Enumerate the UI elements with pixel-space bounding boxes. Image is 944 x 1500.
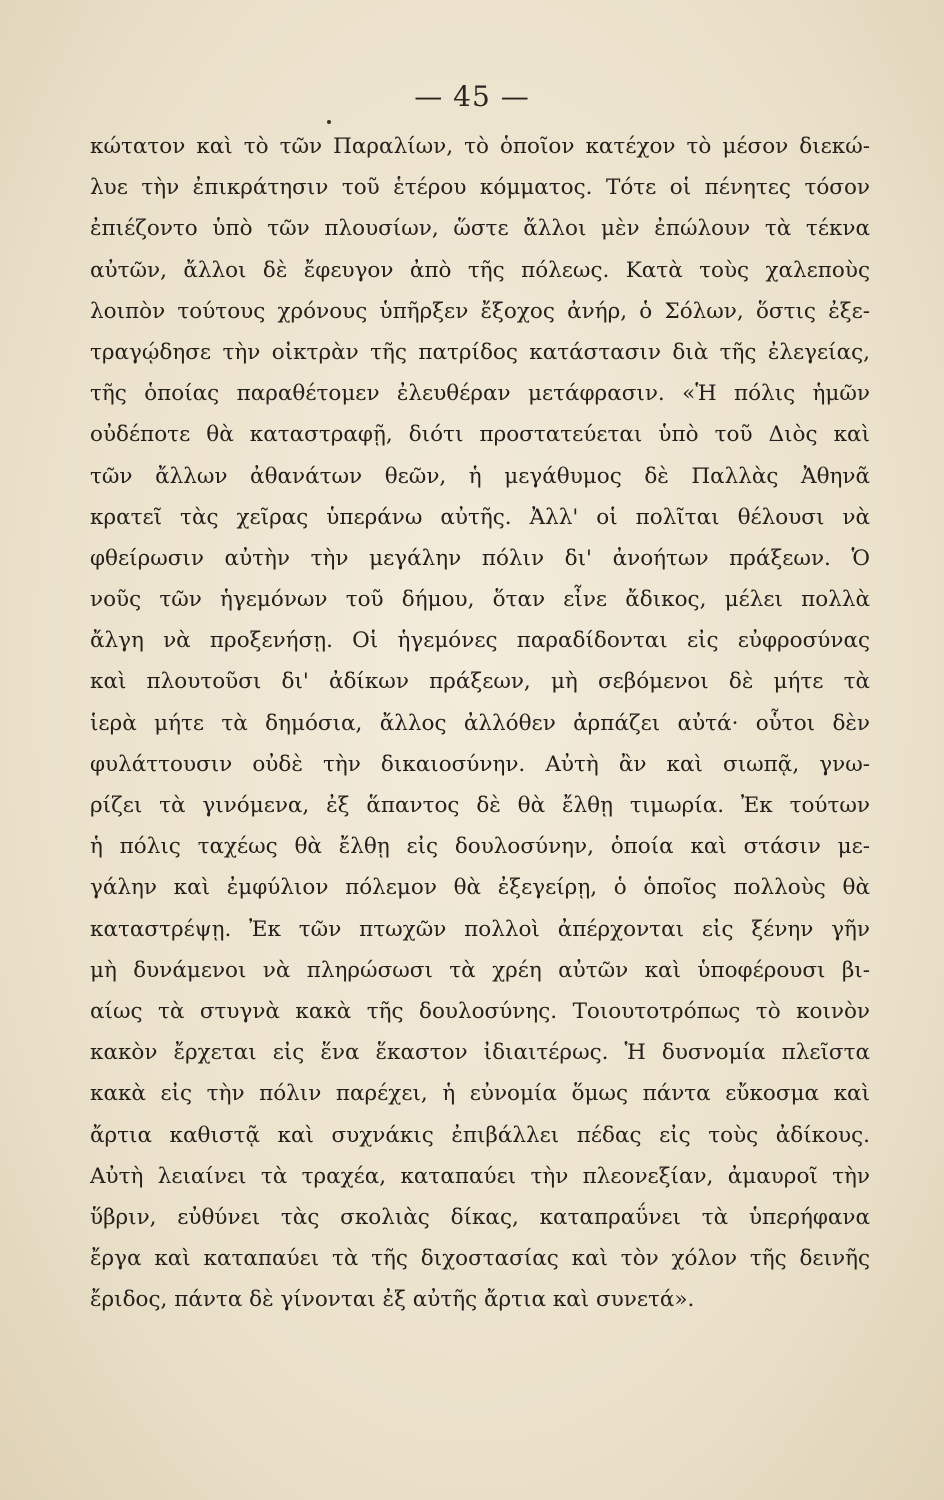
text-line: κακὰ εἰς τὴν πόλιν παρέχει, ἡ εὐνομία ὅμως πάντα εὔκοσμα καὶ <box>90 1081 870 1107</box>
text-line: γάλην καὶ ἐμφύλιον πόλεμον θὰ ἐξεγείρῃ, ὁ ὁποῖος πολλοὺς θὰ <box>90 875 870 901</box>
text-line: καὶ πλουτοῦσι δι' ἀδίκων πράξεων, μὴ σεβόμενοι δὲ μήτε τὰ <box>90 669 870 695</box>
body-text <box>90 126 870 1320</box>
text-line: ἡ πόλις ταχέως θὰ ἔλθῃ εἰς δουλοσύνην, ὁποία καὶ στάσιν με- <box>90 834 870 860</box>
text-line: ἄρτια καθιστᾷ καὶ συχνάκις ἐπιβάλλει πέδας εἰς τοὺς ἀδίκους. <box>90 1122 870 1148</box>
text-line: κώτατον καὶ τὸ τῶν Παραλίων, τὸ ὁποῖον κατέχον τὸ μέσον διεκώ- <box>90 134 870 159</box>
text-line: φθείρωσιν αὐτὴν τὴν μεγάλην πόλιν δι' ἀνοήτων πράξεων. Ὁ <box>90 545 870 571</box>
text-line: αίως τὰ στυγνὰ κακὰ τῆς δουλοσύνης. Τοιουτοτρόπως τὸ κοινὸν <box>90 998 870 1024</box>
ink-speck <box>327 120 331 124</box>
text-line: Αὐτὴ λειαίνει τὰ τραχέα, καταπαύει τὴν πλεονεξίαν, ἀμαυροῖ τὴν <box>90 1163 870 1189</box>
text-line: μὴ δυνάμενοι νὰ πληρώσωσι τὰ χρέη αὐτῶν καὶ ὑποφέρουσι βι- <box>90 957 870 983</box>
text-line: φυλάττουσιν οὐδὲ τὴν δικαιοσύνην. Αὐτὴ ἂν καὶ σιωπᾷ, γνω- <box>90 751 870 777</box>
page-number: — 45 — <box>414 80 530 113</box>
text-line: αὐτῶν, ἄλλοι δὲ ἔφευγον ἀπὸ τῆς πόλεως. Κατὰ τοὺς χαλεποὺς <box>90 257 870 283</box>
text-line: ἔργα καὶ καταπαύει τὰ τῆς διχοστασίας καὶ τὸν χόλον τῆς δεινῆς <box>90 1246 870 1272</box>
text-line: καταστρέψῃ. Ἐκ τῶν πτωχῶν πολλοὶ ἀπέρχονται εἰς ξένην γῆν <box>90 916 870 942</box>
text-line: τῶν ἄλλων ἀθανάτων θεῶν, ἡ μεγάθυμος δὲ Παλλὰς Ἀθηνᾶ <box>90 463 870 489</box>
text-line: ἐπιέζοντο ὑπὸ τῶν πλουσίων, ὥστε ἄλλοι μὲν ἐπώλουν τὰ τέκνα <box>90 216 870 242</box>
text-line: οὐδέποτε θὰ καταστραφῇ, διότι προστατεύεται ὑπὸ τοῦ Διὸς καὶ <box>90 422 870 448</box>
text-line: ὕβριν, εὐθύνει τὰς σκολιὰς δίκας, καταπραΰνει τὰ ὑπερήφανα <box>90 1204 870 1230</box>
text-line: νοῦς τῶν ἡγεμόνων τοῦ δήμου, ὅταν εἶνε ἄδικος, μέλει πολλὰ <box>90 587 870 613</box>
text-line: λυε τὴν ἐπικράτησιν τοῦ ἑτέρου κόμματος. Τότε οἱ πένητες τόσον <box>90 175 870 201</box>
text-line: κακὸν ἔρχεται εἰς ἕνα ἕκαστον ἰδιαιτέρως. Ἡ δυσνομία πλεῖστα <box>90 1040 870 1066</box>
text-line: κρατεῖ τὰς χεῖρας ὑπεράνω αὐτῆς. Ἀλλ' οἱ πολῖται θέλουσι νὰ <box>90 504 870 530</box>
text-line: ἄλγη νὰ προξενήσῃ. Οἱ ἡγεμόνες παραδίδονται εἰς εὐφροσύνας <box>90 628 870 654</box>
text-line-last: ἔριδος, πάντα δὲ γίνονται ἐξ αὐτῆς ἄρτια καὶ συνετά». <box>90 1287 695 1313</box>
text-line: τραγῴδησε τὴν οἰκτρὰν τῆς πατρίδος κατάστασιν διὰ τῆς ἐλεγείας, <box>90 339 870 365</box>
text-line: ρίζει τὰ γινόμενα, ἐξ ἅπαντος δὲ θὰ ἔλθῃ τιμωρία. Ἐκ τούτων <box>90 793 870 818</box>
text-line: ἱερὰ μήτε τὰ δημόσια, ἄλλος ἀλλόθεν ἁρπάζει αὐτά· οὗτοι δὲν <box>90 710 870 736</box>
text-line: τῆς ὁποίας παραθέτομεν ἐλευθέραν μετάφρασιν. «Ἡ πόλις ἡμῶν <box>90 381 870 407</box>
text-line: λοιπὸν τούτους χρόνους ὑπῆρξεν ἔξοχος ἀνήρ, ὁ Σόλων, ὅστις ἐξε- <box>90 298 870 324</box>
